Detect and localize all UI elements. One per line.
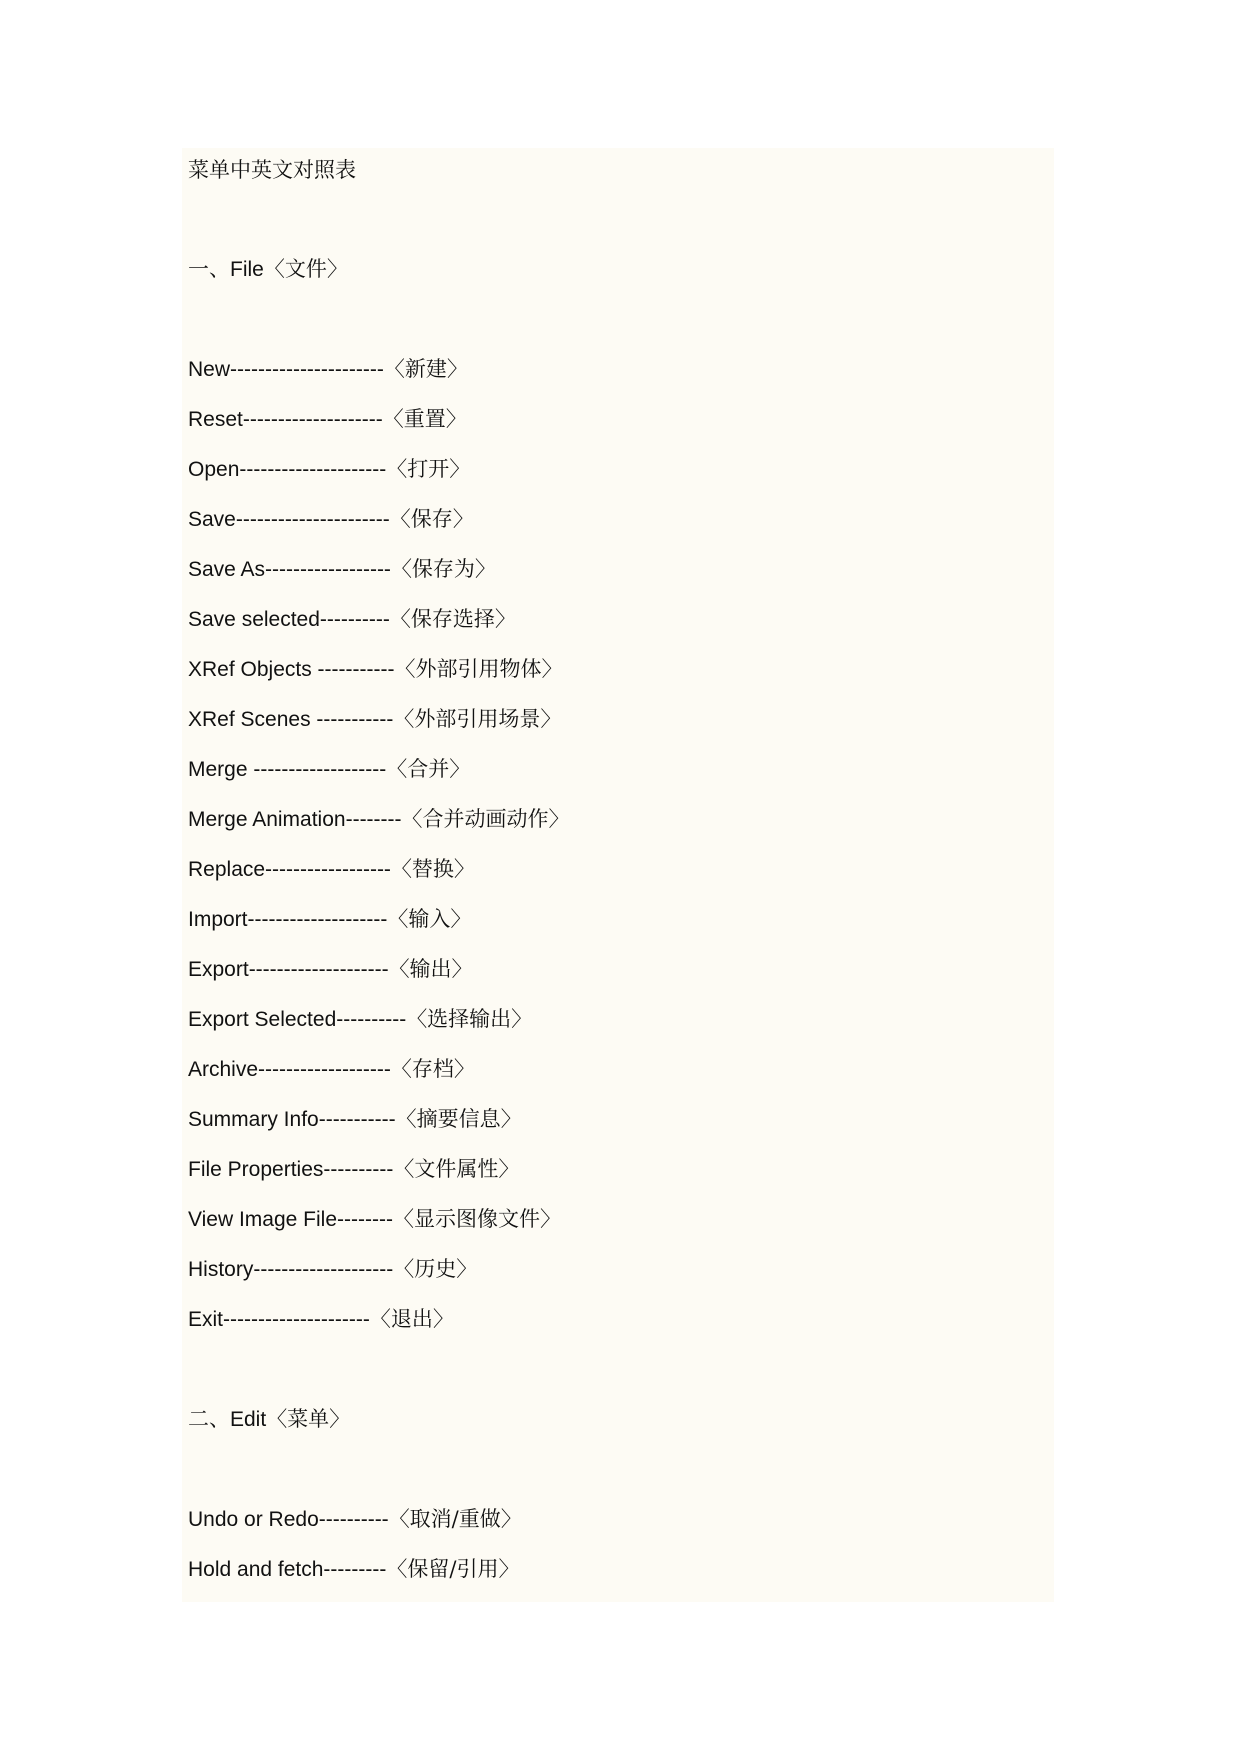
item-en: New----------------------	[188, 358, 384, 381]
item-en: History--------------------	[188, 1258, 394, 1281]
list-item	[188, 1006, 532, 1033]
item-zh: 〈选择输出〉	[406, 1007, 533, 1031]
list-item	[188, 1056, 475, 1083]
section-heading-zh: 〈菜单〉	[266, 1407, 351, 1431]
section-heading-en: Edit	[230, 1408, 267, 1431]
list-item	[188, 556, 496, 583]
item-zh: 〈显示图像文件〉	[392, 1207, 561, 1231]
list-item	[188, 756, 470, 783]
list-item	[188, 956, 473, 983]
item-zh: 〈取消/重做〉	[388, 1507, 522, 1531]
item-zh: 〈历史〉	[393, 1257, 478, 1281]
item-en: Reset--------------------	[188, 408, 383, 431]
list-item	[188, 456, 470, 483]
item-zh: 〈保存选择〉	[389, 607, 516, 631]
item-zh: 〈退出〉	[369, 1307, 454, 1331]
item-en: Hold and fetch---------	[188, 1558, 387, 1581]
item-zh: 〈打开〉	[386, 457, 471, 481]
section-heading-file	[188, 256, 348, 283]
item-en: Save----------------------	[188, 508, 390, 531]
section-heading-zh: 〈文件〉	[263, 257, 348, 281]
item-zh: 〈重置〉	[382, 407, 467, 431]
list-item	[188, 656, 562, 683]
list-item	[188, 606, 516, 633]
item-en: Export Selected----------	[188, 1008, 407, 1031]
item-en: XRef Objects -----------	[188, 658, 395, 681]
list-item	[188, 706, 561, 733]
list-item	[188, 406, 467, 433]
list-item	[188, 1256, 477, 1283]
item-zh: 〈合并动画动作〉	[401, 807, 570, 831]
item-en: Import--------------------	[188, 908, 388, 931]
section-heading-en: File	[230, 258, 264, 281]
section-number: 一、	[188, 257, 230, 281]
list-item	[188, 1306, 454, 1333]
item-en: Exit---------------------	[188, 1308, 370, 1331]
list-item	[188, 906, 471, 933]
list-item	[188, 356, 468, 383]
item-en: XRef Scenes -----------	[188, 708, 394, 731]
item-en: Merge Animation--------	[188, 808, 402, 831]
item-zh: 〈保留/引用〉	[386, 1557, 520, 1581]
list-item	[188, 806, 570, 833]
section-number: 二、	[188, 1407, 230, 1431]
document-title: 菜单中英文对照表	[188, 158, 356, 182]
item-zh: 〈保存为〉	[390, 557, 496, 581]
item-en: Merge -------------------	[188, 758, 387, 781]
list-item	[188, 506, 474, 533]
section-heading-edit	[188, 1406, 350, 1433]
item-zh: 〈合并〉	[386, 757, 471, 781]
item-en: Open---------------------	[188, 458, 387, 481]
item-zh: 〈输入〉	[387, 907, 472, 931]
item-zh: 〈新建〉	[383, 357, 468, 381]
item-zh: 〈摘要信息〉	[395, 1107, 522, 1131]
list-item	[188, 1506, 522, 1533]
item-en: Export--------------------	[188, 958, 389, 981]
list-item	[188, 1206, 561, 1233]
item-zh: 〈保存〉	[389, 507, 474, 531]
list-item	[188, 856, 475, 883]
item-en: Replace------------------	[188, 858, 391, 881]
item-zh: 〈外部引用物体〉	[394, 657, 563, 681]
item-zh: 〈输出〉	[388, 957, 473, 981]
item-en: Save selected----------	[188, 608, 390, 631]
item-zh: 〈外部引用场景〉	[393, 707, 562, 731]
item-en: File Properties----------	[188, 1158, 394, 1181]
list-item	[188, 1106, 522, 1133]
item-en: Summary Info-----------	[188, 1108, 396, 1131]
item-zh: 〈存档〉	[390, 1057, 475, 1081]
item-en: Save As------------------	[188, 558, 391, 581]
item-en: Archive-------------------	[188, 1058, 391, 1081]
list-item	[188, 1556, 519, 1583]
item-en: Undo or Redo----------	[188, 1508, 389, 1531]
item-zh: 〈替换〉	[390, 857, 475, 881]
list-item	[188, 1156, 519, 1183]
item-zh: 〈文件属性〉	[393, 1157, 520, 1181]
item-en: View Image File--------	[188, 1208, 393, 1231]
